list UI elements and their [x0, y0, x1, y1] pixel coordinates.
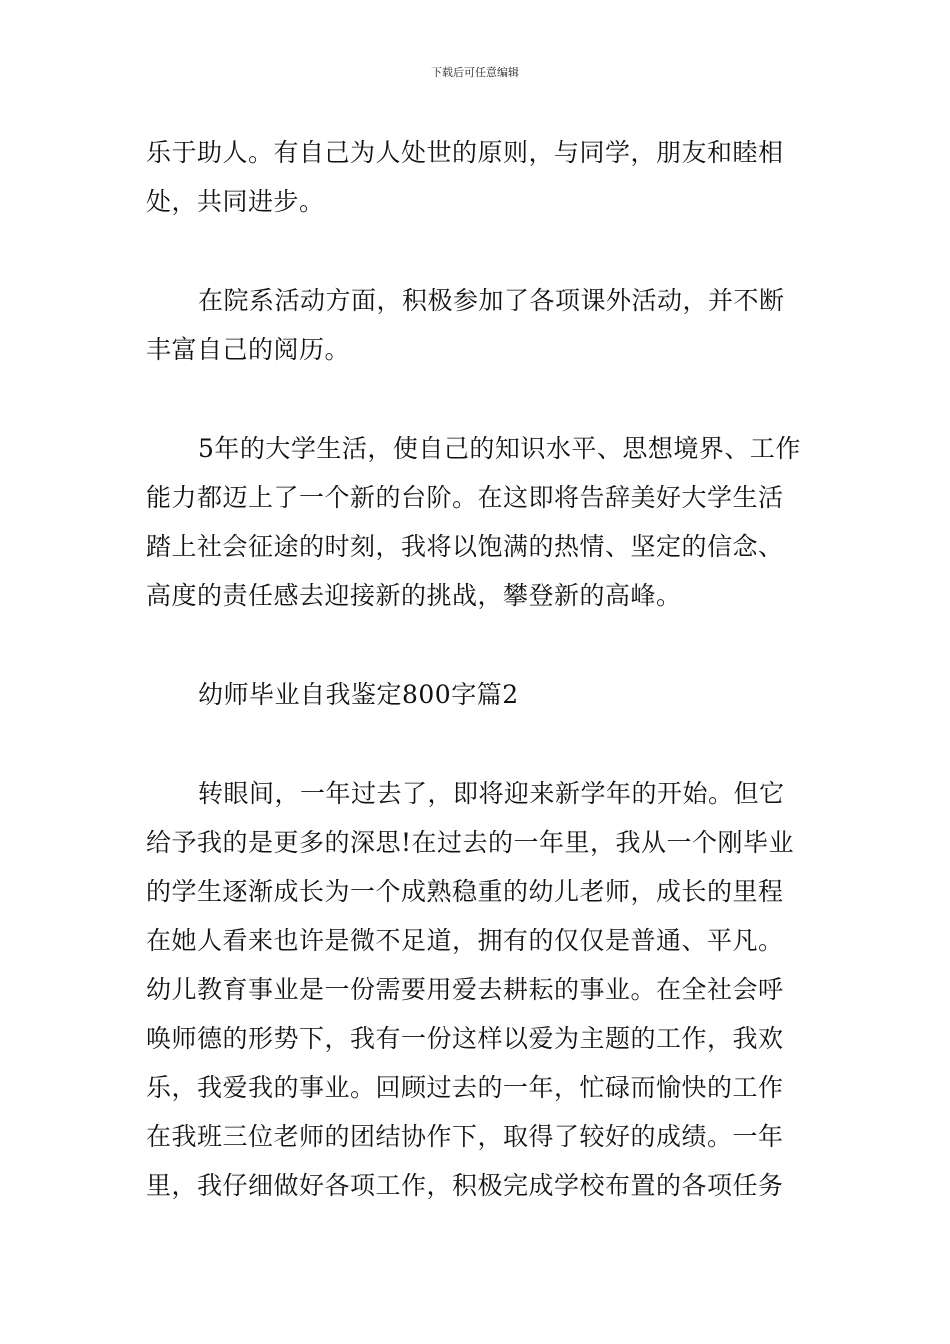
- paragraph-line: 踏上社会征途的时刻，我将以饱满的热情、坚定的信念、: [146, 532, 784, 561]
- paragraph-2: [146, 276, 811, 374]
- section-heading-text: 幼师毕业自我鉴定800字篇2: [198, 680, 519, 709]
- paragraph-gap: [146, 719, 811, 769]
- paragraph-gap: [146, 374, 811, 424]
- paragraph-line: 能力都迈上了一个新的台阶。在这即将告辞美好大学生活: [146, 483, 784, 512]
- paragraph-line: 给予我的是更多的深思!在过去的一年里，我从一个刚毕业: [146, 828, 795, 857]
- paragraph-line: 乐于助人。有自己为人处世的原则，与同学，朋友和睦相: [146, 138, 784, 167]
- paragraph-gap: [146, 226, 811, 276]
- paragraph-line: 在我班三位老师的团结协作下，取得了较好的成绩。一年: [146, 1122, 784, 1151]
- paragraph-line: 在院系活动方面，积极参加了各项课外活动，并不断: [198, 286, 785, 315]
- section-heading: [146, 670, 811, 719]
- paragraph-line: 转眼间，一年过去了，即将迎来新学年的开始。但它: [198, 779, 785, 808]
- paragraph-5: [146, 769, 811, 1210]
- paragraph-3: [146, 424, 811, 620]
- page-header: 下载后可任意编辑: [431, 66, 519, 79]
- paragraph-1: [146, 128, 811, 226]
- paragraph-line: 丰富自己的阅历。: [146, 335, 351, 364]
- paragraph-line: 里，我仔细做好各项工作，积极完成学校布置的各项任务: [146, 1171, 784, 1200]
- paragraph-line: 高度的责任感去迎接新的挑战，攀登新的高峰。: [146, 581, 682, 610]
- paragraph-line: 在她人看来也许是微不足道，拥有的仅仅是普通、平凡。: [146, 926, 784, 955]
- paragraph-line: 幼儿教育事业是一份需要用爱去耕耘的事业。在全社会呼: [146, 975, 784, 1004]
- document-body: [146, 128, 811, 1210]
- paragraph-line: 处，共同进步。: [146, 187, 325, 216]
- paragraph-gap: [146, 620, 811, 670]
- paragraph-line: 的学生逐渐成长为一个成熟稳重的幼儿老师，成长的里程: [146, 877, 784, 906]
- paragraph-line: 唤师德的形势下，我有一份这样以爱为主题的工作，我欢: [146, 1024, 784, 1053]
- paragraph-line: 乐，我爱我的事业。回顾过去的一年，忙碌而愉快的工作: [146, 1073, 784, 1102]
- paragraph-line: 5年的大学生活，使自己的知识水平、思想境界、工作: [198, 434, 801, 463]
